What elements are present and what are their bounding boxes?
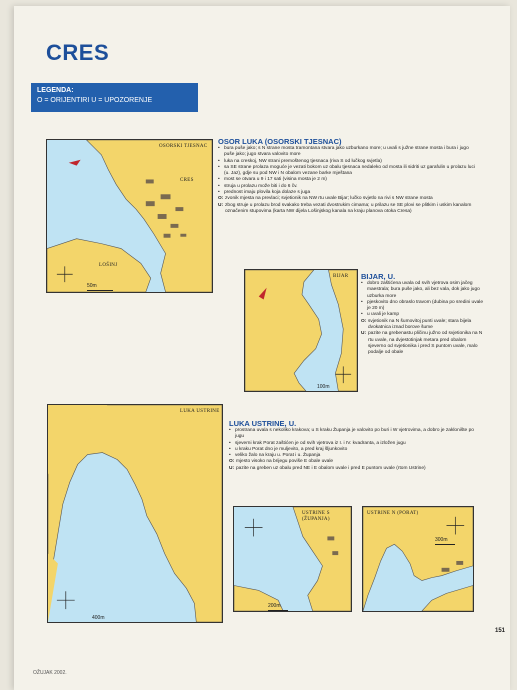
bijar-item-text: pazite na grebenastu pličinu južno od svjetionika na N rtu uvale, na dvjestotinjak metara pred obalom sjeverno od svjetionika i pred S puntom uvale, malo podalje od obale bbox=[368, 331, 483, 356]
page-title: CRES bbox=[46, 40, 110, 65]
map-ustrine-n-title: USTRINE N (PORAT) bbox=[367, 511, 419, 516]
ustrine-item-text: mjesto visoko na brijegu povišе E obale uvale bbox=[236, 459, 334, 465]
osor-item-text: prednost imaju plovila koja dolaze s juga bbox=[224, 190, 311, 196]
section-osor-text bbox=[218, 146, 476, 215]
ustrine-item-text: veliko žalo na kraju u. Porat i u. Županja bbox=[235, 453, 321, 459]
ustrine-item-marker: U: bbox=[229, 465, 235, 471]
osor-item-text: luka na creskoj, NW strani premoštenog tjesnaca (riva S od lučkog svjetla) bbox=[224, 158, 382, 164]
bijar-list-item bbox=[361, 300, 483, 313]
map-ustrine-n bbox=[362, 506, 474, 612]
map-osor-losinj-label: LOŠINJ bbox=[99, 263, 118, 268]
bijar-item-text: dobro zaštićena uvala od svih vjetrova osim jačeg maestrala; bura puše jako, ali bez vala, dok jako jugo uzburka more bbox=[367, 281, 480, 299]
map-ustrine-title: LUKA USTRINE bbox=[180, 409, 220, 414]
map-osorski-tjesnac bbox=[46, 139, 213, 293]
map-ustrine-scale: 400m bbox=[92, 615, 116, 623]
legend-heading: LEGENDA: bbox=[37, 87, 74, 94]
bijar-item-text: pjeskovito dno obraslo travom (dubina po sredini uvale je 20 m) bbox=[367, 299, 483, 312]
ustrine-item-marker: O: bbox=[229, 459, 235, 465]
osor-item-text: zbog struje u prolazu brod svakako treba vezati dvostrukim cimama; u prilazu se SE plovi se plitkim i uskim kanalom označenim stupovima (karta NW dijela Lošinjskog kanala na kraju planova otoka Cresa) bbox=[225, 202, 472, 214]
osor-item-text: struja u prolazu može biti i do 6 čv. bbox=[224, 183, 298, 189]
map-bijar-scale: 100m bbox=[317, 384, 337, 392]
ustrine-list-item bbox=[229, 428, 477, 441]
osor-list-item bbox=[218, 146, 476, 159]
section-bijar-text bbox=[361, 281, 483, 357]
ustrine-item-text: prostrana uvala s nekoliko krakova; u S kraku Županja je valovito po buri i W vjetrovima, a dobro je zaklonište po jugu bbox=[235, 428, 474, 440]
map-ustrine-s bbox=[233, 506, 352, 612]
section-bijar-title: BIJAR, U. bbox=[361, 272, 396, 281]
ustrine-item-text: sjeverni krak Porat zaštićen je od svih vjetrova iz I. i IV. kvadranta, a izložen jugu bbox=[235, 440, 406, 446]
map-ustrine-n-chart bbox=[363, 507, 473, 611]
bijar-item-text: svjetionik na N šumovitoj punti uvale; stara bijela dvokatnica iznad borove šume bbox=[368, 318, 472, 331]
map-ustrine-chart bbox=[48, 405, 222, 622]
map-osor-scale: 50m bbox=[87, 283, 113, 291]
osor-list-item bbox=[218, 203, 476, 216]
ustrine-list-item bbox=[229, 466, 477, 472]
ustrine-item-text: u kraku Porat dno je muljevito, a pred kraj šljunkovito bbox=[235, 446, 348, 452]
osor-list-item bbox=[218, 165, 476, 178]
map-ustrine-s-title: USTRINE S (ŽUPANJA) bbox=[302, 511, 330, 522]
osor-item-marker: U: bbox=[218, 202, 224, 208]
osor-item-text: most se otvara u 9 i 17 sati (visina mosta je 2 m) bbox=[224, 177, 327, 183]
footer-date: OŽUJAK 2002. bbox=[33, 670, 67, 676]
ustrine-item-text: pazite na greben uz obalu pred NE i E obalom uvale i pred E puntom uvale (rtom Ustrine) bbox=[236, 465, 426, 471]
legend-items: O = ORIJENTIRI U = UPOZORENJE bbox=[37, 97, 153, 104]
osor-item-text: bura puše jako; s N strane mosta tramontana stvara jako uzburkano more; u uvali s južne strane mosta i bura i jugo puše jako; jugo stvara valovito more bbox=[224, 146, 469, 158]
map-luka-ustrine bbox=[47, 404, 223, 623]
bijar-list-item bbox=[361, 281, 483, 300]
osor-item-text: sa SE strane prolaza moguće je vezati bokom uz obalu tjesnaca nedaleko od mosta ili sidriti uz garafulin u prolazu luci (u. Jaz), gdje su pod NW i N obalom vezane barke mještana bbox=[224, 164, 475, 177]
map-osor-title: OSORSKI TJESNAC bbox=[159, 144, 208, 149]
bijar-item-text: u uvali je kamp bbox=[367, 312, 399, 318]
section-ustrine-text bbox=[229, 428, 477, 472]
map-bijar-chart bbox=[245, 270, 357, 391]
map-ustrine-n-scale: 300m bbox=[435, 537, 455, 545]
bijar-item-marker: U: bbox=[361, 331, 367, 337]
map-ustrine-s-scale: 200m bbox=[268, 603, 288, 611]
osor-item-text: zvonik mjesta na prevlaci; svjetionik na NW rtu uvale Bijar; lučko svjetlo na rivi s NW strane mosta bbox=[225, 196, 433, 202]
osor-item-marker: O: bbox=[218, 196, 224, 202]
bijar-list-item bbox=[361, 331, 483, 356]
section-ustrine-title: LUKA USTRINE, U. bbox=[229, 419, 297, 428]
map-osor-chart bbox=[47, 140, 212, 292]
map-bijar bbox=[244, 269, 358, 392]
legend-box bbox=[31, 83, 198, 112]
bijar-list-item bbox=[361, 319, 483, 332]
bijar-item-marker: O: bbox=[361, 318, 367, 324]
map-osor-cres-label: CRES bbox=[180, 178, 194, 183]
page-number: 151 bbox=[495, 628, 506, 634]
section-osor-title: OSOR LUKA (OSORSKI TJESNAC) bbox=[218, 137, 342, 146]
map-bijar-title: BIJAR bbox=[333, 274, 349, 279]
